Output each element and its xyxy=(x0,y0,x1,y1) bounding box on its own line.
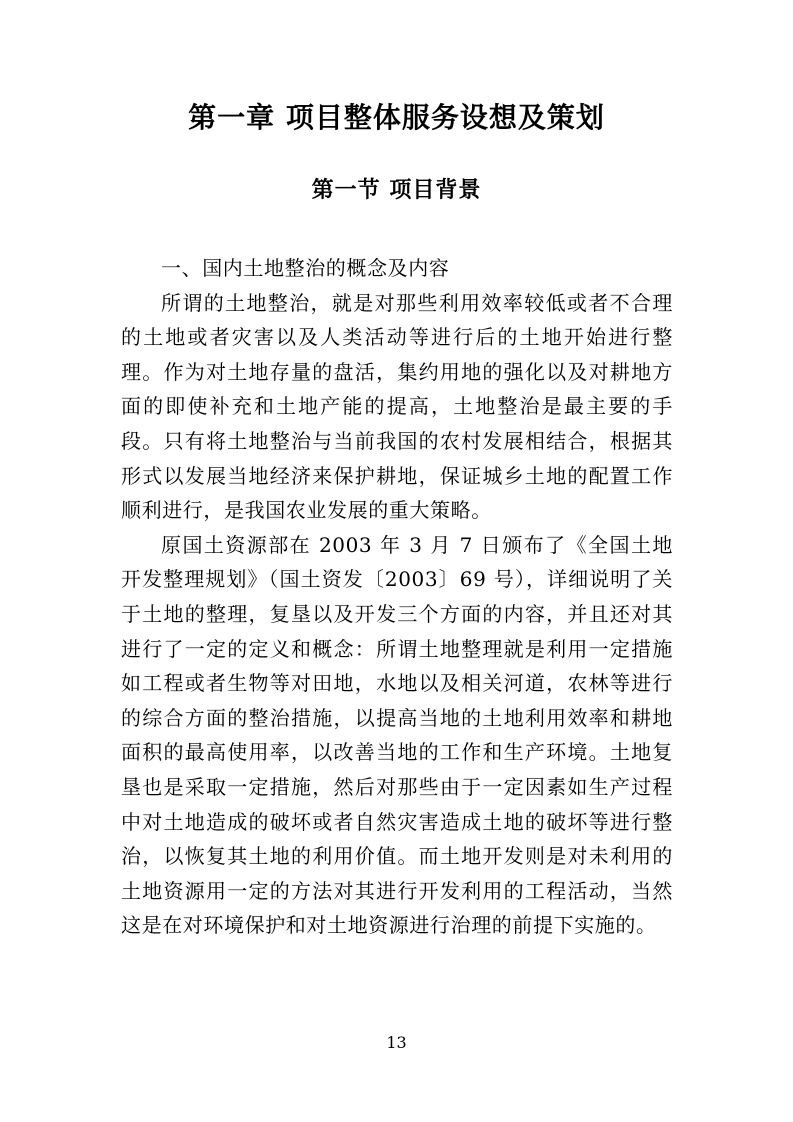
page-number: 13 xyxy=(386,1033,407,1052)
body-text xyxy=(121,251,673,943)
section-title: 第一节 项目背景 xyxy=(311,178,482,203)
subsection-heading: 一、国内土地整治的概念及内容 xyxy=(161,256,450,280)
chapter-title: 第一章 项目整体服务设想及策划 xyxy=(188,101,605,134)
paragraph-land-consolidation-definition: 所谓的土地整治，就是对那些利用效率较低或者不合理的土地或者灾害以及人类活动等进行后的土地开始进行整理。作为对土地存量的盘活，集约用地的强化以及对耕地方面的即使补充和土地产能的提高，土地整治是最主要的手段。只有将土地整治与当前我国的农村发展相结合，根据其形式以发展当地经济来保护耕地，保证城乡土地的配置工作顺利进行，是我国农业发展的重大策略。 xyxy=(121,290,673,523)
paragraph-national-plan: 原国土资源部在 2003 年 3 月 7 日颁布了《全国土地开发整理规划》（国土资发〔2003〕69 号），详细说明了关于土地的整理，复垦以及开发三个方面的内容，并且还对其进行了一定的定义和概念：所谓土地整理就是利用一定措施如工程或者生物等对田地，水地以及相关河道，农林等进行的综合方面的整治措施，以提高当地的土地利用效率和耕地面积的最高使用率，以改善当地的工作和生产环境。土地复垦也是采取一定措施，然后对那些由于一定因素如生产过程中对土地造成的破坏或者自然灾害造成土地的破坏等进行整治，以恢复其土地的利用价值。而土地开发则是对未利用的土地资源用一定的方法对其进行开发利用的工程活动，当然这是在对环境保护和对土地资源进行治理的前提下实施的。 xyxy=(121,532,673,938)
